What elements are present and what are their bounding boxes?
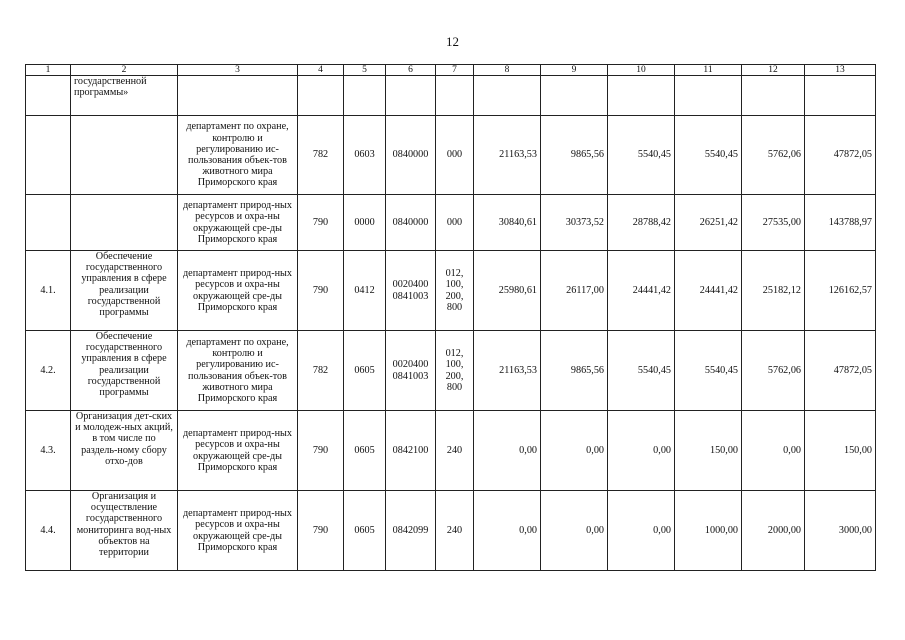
executor: департамент по охране, контролю и регулированию ис-пользования объек-тов животного мира Приморского края bbox=[178, 331, 298, 411]
amount-10: 5540,45 bbox=[608, 116, 675, 195]
csr-code bbox=[386, 116, 436, 195]
amount-8: 21163,53 bbox=[474, 331, 541, 411]
program-budget-table bbox=[25, 64, 876, 571]
csr-code-line: 0842100 bbox=[392, 444, 429, 456]
item-name bbox=[71, 195, 178, 251]
table-row bbox=[26, 331, 876, 411]
executor: департамент природ-ных ресурсов и охра-ны окружающей сре-ды Приморского края bbox=[178, 195, 298, 251]
csr-code-line: 0841003 bbox=[392, 370, 429, 382]
page-number: 12 bbox=[446, 34, 459, 49]
column-number: 5 bbox=[344, 65, 386, 76]
amount-9: 30373,52 bbox=[541, 195, 608, 251]
vr-code-line: 200, bbox=[445, 290, 464, 302]
column-number: 11 bbox=[675, 65, 742, 76]
csr-code bbox=[386, 491, 436, 571]
amount-9: 9865,56 bbox=[541, 116, 608, 195]
amount-8: 0,00 bbox=[474, 491, 541, 571]
column-number: 12 bbox=[742, 65, 805, 76]
amount-10: 0,00 bbox=[608, 491, 675, 571]
csr-code bbox=[386, 195, 436, 251]
item-number bbox=[26, 195, 71, 251]
executor: департамент природ-ных ресурсов и охра-ны окружающей сре-ды Приморского края bbox=[178, 251, 298, 331]
executor: департамент природ-ных ресурсов и охра-ны окружающей сре-ды Приморского края bbox=[178, 411, 298, 491]
table-row bbox=[26, 411, 876, 491]
item-name: Обеспечение государственного управления в сфере реализации государственной программы bbox=[71, 251, 178, 331]
amount-11: 24441,42 bbox=[675, 251, 742, 331]
vr-code bbox=[436, 251, 474, 331]
amount-13: 143788,97 bbox=[805, 195, 876, 251]
amount-8: 30840,61 bbox=[474, 195, 541, 251]
table-row bbox=[26, 116, 876, 195]
rzpr-code: 0605 bbox=[344, 411, 386, 491]
csr-code bbox=[386, 331, 436, 411]
grbs-code: 790 bbox=[298, 411, 344, 491]
amount-10: 24441,42 bbox=[608, 251, 675, 331]
vr-code bbox=[436, 411, 474, 491]
grbs-code: 790 bbox=[298, 251, 344, 331]
amount-13: 47872,05 bbox=[805, 331, 876, 411]
vr-code-line: 012, bbox=[445, 348, 464, 360]
amount-8: 21163,53 bbox=[474, 116, 541, 195]
item-name: Организация дет-ских и молодеж-ных акций, в том числе по раздель-ному сбору отхо-дов bbox=[71, 411, 178, 491]
item-number bbox=[26, 116, 71, 195]
amount-11: 1000,00 bbox=[675, 491, 742, 571]
continuation-name: государственной программы» bbox=[71, 76, 178, 116]
rzpr-code: 0603 bbox=[344, 116, 386, 195]
amount-12: 5762,06 bbox=[742, 331, 805, 411]
amount-10: 5540,45 bbox=[608, 331, 675, 411]
item-number: 4.3. bbox=[26, 411, 71, 491]
vr-code bbox=[436, 195, 474, 251]
amount-12: 2000,00 bbox=[742, 491, 805, 571]
amount-12: 5762,06 bbox=[742, 116, 805, 195]
vr-code-line: 800 bbox=[446, 381, 463, 393]
amount-9: 26117,00 bbox=[541, 251, 608, 331]
grbs-code: 782 bbox=[298, 331, 344, 411]
csr-code-line: 0842099 bbox=[392, 524, 429, 536]
column-number: 2 bbox=[71, 65, 178, 76]
csr-code-line: 0020400 bbox=[392, 359, 429, 371]
item-number: 4.2. bbox=[26, 331, 71, 411]
column-number: 9 bbox=[541, 65, 608, 76]
column-number: 13 bbox=[805, 65, 876, 76]
column-number: 10 bbox=[608, 65, 675, 76]
item-number: 4.1. bbox=[26, 251, 71, 331]
amount-9: 0,00 bbox=[541, 491, 608, 571]
column-number-header-row bbox=[26, 65, 876, 76]
rzpr-code: 0412 bbox=[344, 251, 386, 331]
column-number: 3 bbox=[178, 65, 298, 76]
csr-code-line: 0840000 bbox=[392, 216, 429, 228]
amount-13: 3000,00 bbox=[805, 491, 876, 571]
amount-8: 0,00 bbox=[474, 411, 541, 491]
vr-code bbox=[436, 116, 474, 195]
csr-code-line: 0841003 bbox=[392, 290, 429, 302]
column-number: 7 bbox=[436, 65, 474, 76]
vr-code-line: 000 bbox=[446, 216, 463, 228]
column-number: 6 bbox=[386, 65, 436, 76]
amount-10: 28788,42 bbox=[608, 195, 675, 251]
item-name: Организация и осуществление государственного мониторинга вод-ных объектов на территории bbox=[71, 491, 178, 571]
amount-12: 0,00 bbox=[742, 411, 805, 491]
amount-11: 26251,42 bbox=[675, 195, 742, 251]
executor: департамент по охране, контролю и регулированию ис-пользования объек-тов животного мира Приморского края bbox=[178, 116, 298, 195]
executor: департамент природ-ных ресурсов и охра-ны окружающей сре-ды Приморского края bbox=[178, 491, 298, 571]
vr-code bbox=[436, 491, 474, 571]
csr-code bbox=[386, 251, 436, 331]
continuation-row bbox=[26, 76, 876, 116]
item-name bbox=[71, 116, 178, 195]
grbs-code: 790 bbox=[298, 491, 344, 571]
grbs-code: 790 bbox=[298, 195, 344, 251]
table-row bbox=[26, 491, 876, 571]
table-body bbox=[26, 65, 876, 571]
csr-code bbox=[386, 411, 436, 491]
csr-code-line: 0840000 bbox=[392, 149, 429, 161]
vr-code-line: 240 bbox=[446, 444, 463, 456]
vr-code-line: 800 bbox=[446, 301, 463, 313]
column-number: 4 bbox=[298, 65, 344, 76]
amount-13: 126162,57 bbox=[805, 251, 876, 331]
vr-code-line: 100, bbox=[445, 279, 464, 291]
table-row bbox=[26, 195, 876, 251]
amount-13: 150,00 bbox=[805, 411, 876, 491]
item-name: Обеспечение государственного управления в сфере реализации государственной программы bbox=[71, 331, 178, 411]
column-number: 8 bbox=[474, 65, 541, 76]
amount-13: 47872,05 bbox=[805, 116, 876, 195]
amount-12: 25182,12 bbox=[742, 251, 805, 331]
amount-11: 5540,45 bbox=[675, 331, 742, 411]
vr-code bbox=[436, 331, 474, 411]
item-number: 4.4. bbox=[26, 491, 71, 571]
vr-code-line: 012, bbox=[445, 268, 464, 280]
vr-code-line: 000 bbox=[446, 149, 463, 161]
amount-9: 0,00 bbox=[541, 411, 608, 491]
amount-8: 25980,61 bbox=[474, 251, 541, 331]
table-row bbox=[26, 251, 876, 331]
vr-code-line: 200, bbox=[445, 370, 464, 382]
vr-code-line: 240 bbox=[446, 524, 463, 536]
amount-11: 150,00 bbox=[675, 411, 742, 491]
column-number: 1 bbox=[26, 65, 71, 76]
grbs-code: 782 bbox=[298, 116, 344, 195]
rzpr-code: 0605 bbox=[344, 491, 386, 571]
vr-code-line: 100, bbox=[445, 359, 464, 371]
amount-10: 0,00 bbox=[608, 411, 675, 491]
rzpr-code: 0000 bbox=[344, 195, 386, 251]
cell-num bbox=[26, 76, 71, 116]
amount-11: 5540,45 bbox=[675, 116, 742, 195]
rzpr-code: 0605 bbox=[344, 331, 386, 411]
csr-code-line: 0020400 bbox=[392, 279, 429, 291]
amount-12: 27535,00 bbox=[742, 195, 805, 251]
amount-9: 9865,56 bbox=[541, 331, 608, 411]
